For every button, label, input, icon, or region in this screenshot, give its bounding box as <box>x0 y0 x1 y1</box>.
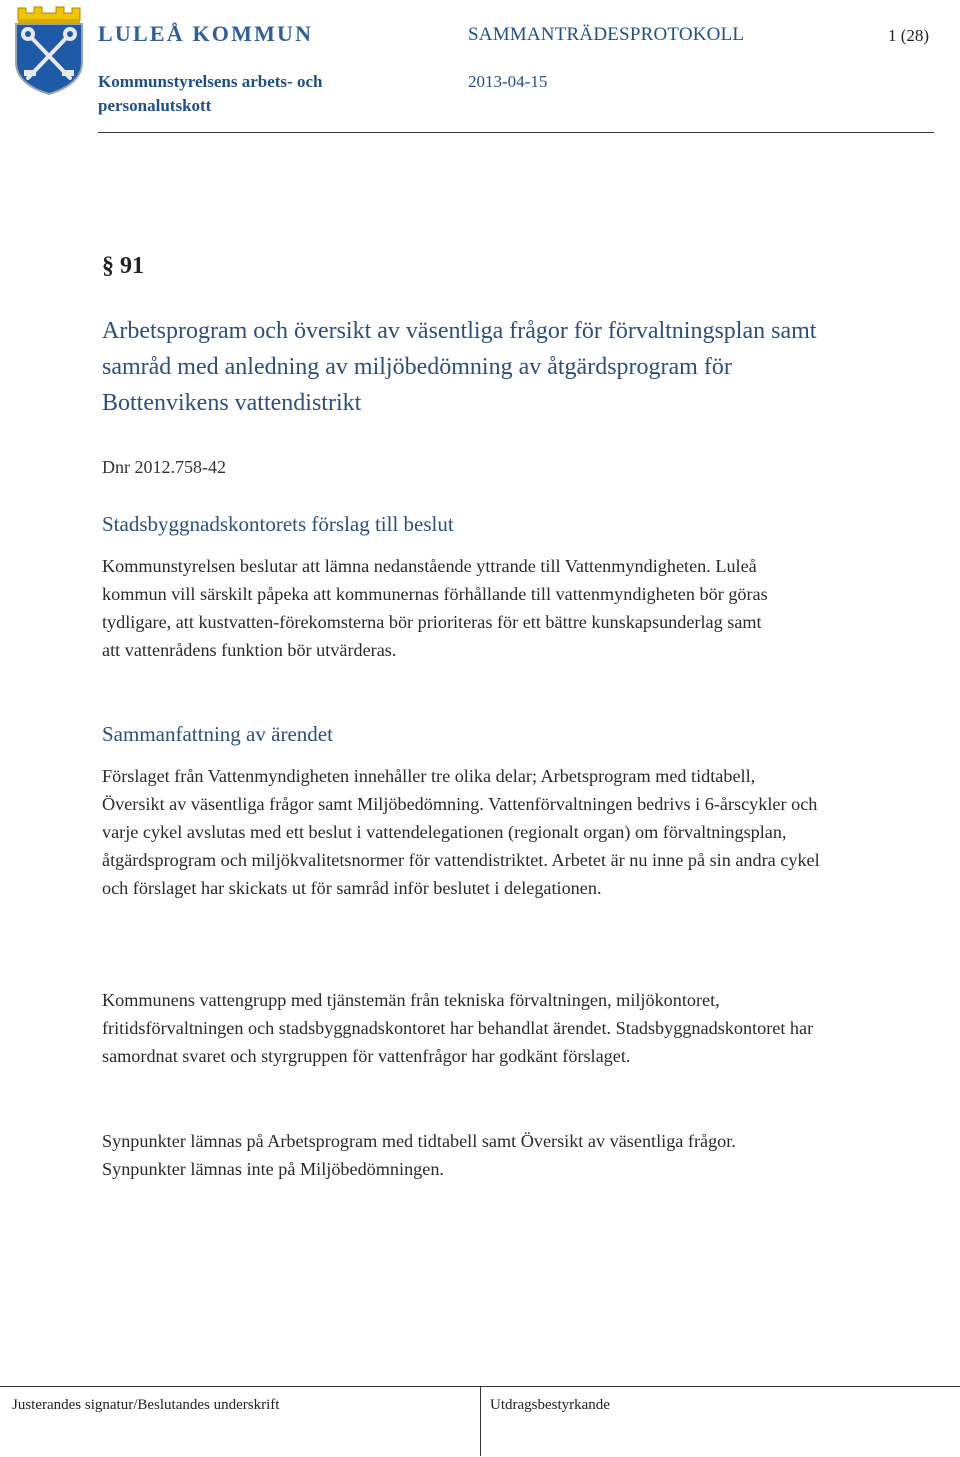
protocol-title: SAMMANTRÄDESPROTOKOLL <box>468 24 745 45</box>
signature-label: Justerandes signatur/Beslutandes underskrift <box>12 1397 280 1413</box>
committee-name: Kommunstyrelsens arbets- och personalutskott <box>98 72 323 115</box>
diary-number: Dnr 2012.758-42 <box>102 457 226 477</box>
summary-paragraph: Kommunens vattengrupp med tjänstemän från tekniska förvaltningen, miljökontoret, fritidsförvaltningen och stadsbyggnadskontoret har behandlat ärendet. Stadsbyggnadskontoret har samordnat svaret och styrgruppen för vattenfrågor har godkänt förslaget. <box>102 990 814 1066</box>
organization-name: LULEÅ KOMMUN <box>98 21 314 46</box>
summary-paragraph: Synpunkter lämnas på Arbetsprogram med tidtabell samt Översikt av väsentliga frågor. Synpunkter lämnas inte på Miljöbedömningen. <box>102 1131 736 1179</box>
proposal-heading: Stadsbyggnadskontorets förslag till beslut <box>102 512 454 536</box>
header-divider <box>98 132 934 133</box>
lulea-coat-of-arms-icon <box>10 4 88 96</box>
meeting-date: 2013-04-15 <box>468 72 548 91</box>
footer-column-divider <box>480 1386 481 1456</box>
summary-heading: Sammanfattning av ärendet <box>102 722 333 746</box>
summary-paragraph: Förslaget från Vattenmyndigheten innehåller tre olika delar; Arbetsprogram med tidtabell, Översikt av väsentliga frågor samt Miljöbedömning. Vattenförvaltningen bedrivs i 6-årscykler och varje cykel avslutas med ett beslut i vattendelegationen (regionalt organ) om förvaltningsplan, åtgärdsprogram och miljökvalitetsnormer för vattendistriktet. Arbetet är nu inne på sin andra cykel och förslaget har skickats ut för samråd inför beslutet i delegationen. <box>102 766 820 898</box>
section-number: § 91 <box>102 253 144 279</box>
proposal-text: Kommunstyrelsen beslutar att lämna nedanstående yttrande till Vattenmyndigheten. Luleå kommun vill särskilt påpeka att kommunernas förhållande till vattenmyndigheten bör göras tydligare, att kustvatten-förekomsterna bör prioriteras för ett bättre kunskapsunderlag samt att vattenrådens funktion bör utvärderas. <box>102 556 768 660</box>
page-number: 1 (28) <box>888 26 930 45</box>
document-title: Arbetsprogram och översikt av väsentliga frågor för förvaltningsplan samt samråd med anledning av miljöbedömning av åtgärdsprogram för Bottenvikens vattendistrikt <box>102 318 817 416</box>
extract-label: Utdragsbestyrkande <box>490 1397 610 1413</box>
